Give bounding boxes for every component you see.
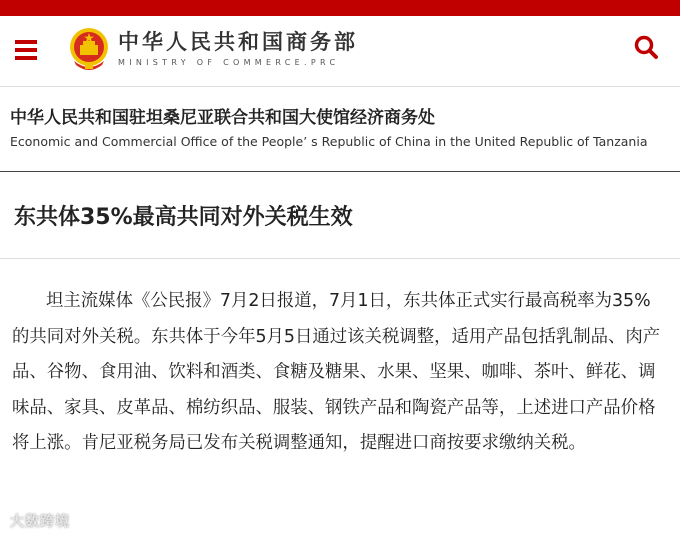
article-title: 东共体35%最高共同对外关税生效 [14, 205, 353, 230]
site-header [0, 16, 680, 86]
watermark: 大数跨境 [10, 514, 70, 530]
article-paragraph: 坦主流媒体《公民报》7月2日报道，7月1日，东共体正式实行最高税率为35%的共同对外关税。东共体于今年5月5日通过该关税调整，适用产品包括乳制品、肉产品、谷物、食用油、饮料和酒类、食糖及糖果、水果、坚果、咖啡、茶叶、鲜花、调味品、家具、皮革品、棉纺织品、服装、钢铁产品和陶瓷产品等，上述进口产品价格将上涨。肯尼亚税务局已发布关税调整通知，提醒进口商按要求缴纳关税。 [12, 291, 661, 453]
search-icon[interactable] [633, 34, 659, 60]
ministry-name-cn[interactable]: 中华人民共和国商务部 [118, 30, 358, 54]
national-emblem-logo[interactable] [68, 25, 110, 73]
office-banner [0, 86, 680, 173]
office-name-en: Economic and Commercial Office of the People’ s Republic of China in the United Republic of Tanzania [10, 134, 648, 149]
office-name-cn[interactable]: 中华人民共和国驻坦桑尼亚联合共和国大使馆经济商务处 [10, 108, 435, 128]
hamburger-menu-icon[interactable] [15, 40, 37, 60]
article-header [0, 172, 680, 259]
ministry-name-en: MINISTRY OF COMMERCE.PRC [118, 58, 340, 67]
article-body [12, 284, 668, 462]
top-accent-bar [0, 0, 680, 16]
